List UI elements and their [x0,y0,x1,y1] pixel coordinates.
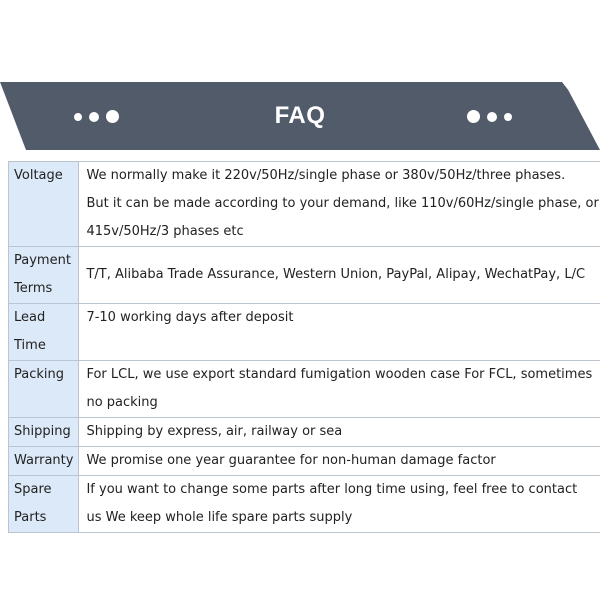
faq-row-warranty [9,447,600,476]
faq-row-spare-parts [9,476,600,533]
faq-row-packing [9,361,600,418]
faq-label: Spare Parts [9,476,79,533]
answer-line: no packing [86,395,158,410]
faq-row-lead-time [9,304,600,361]
faq-row-shipping [9,418,600,447]
faq-answer [79,447,600,476]
page-title: FAQ [274,102,326,129]
answer-line: We promise one year guarantee for non-human damage factor [86,453,496,468]
faq-label: Warranty [9,447,79,476]
answer-line: 415v/50Hz/3 phases etc [86,224,244,239]
faq-row-payment-terms [9,247,600,304]
dot-icon [504,113,512,121]
answer-line: But it can be made according to your demand, like 110v/60Hz/single phase, or [86,196,599,211]
faq-answer [79,361,600,418]
decorative-dots-right [467,110,512,123]
answer-line: If you want to change some parts after long time using, feel free to contact [86,482,578,497]
faq-answer [79,247,600,304]
answer-line: For LCL, we use export standard fumigation wooden case For FCL, sometimes [86,367,593,382]
faq-banner [0,82,600,150]
faq-label: Shipping [9,418,79,447]
faq-answer [79,418,600,447]
faq-label: Packing [9,361,79,418]
dot-icon [487,112,497,122]
answer-line: We normally make it 220v/50Hz/single phase or 380v/50Hz/three phases. [86,168,566,183]
faq-label: Voltage [9,162,79,247]
answer-line: Shipping by express, air, railway or sea [86,424,343,439]
faq-row-voltage [9,162,600,247]
faq-answer [79,162,600,247]
answer-line: T/T, Alibaba Trade Assurance, Western Union, PayPal, Alipay, WechatPay, L/C [86,267,586,282]
answer-line: 7-10 working days after deposit [86,310,294,325]
faq-label: Payment Terms [9,247,79,304]
faq-answer [79,304,600,361]
faq-table [8,161,600,533]
faq-label: Lead Time [9,304,79,361]
answer-line: us We keep whole life spare parts supply [86,510,353,525]
faq-answer [79,476,600,533]
dot-icon [467,110,480,123]
